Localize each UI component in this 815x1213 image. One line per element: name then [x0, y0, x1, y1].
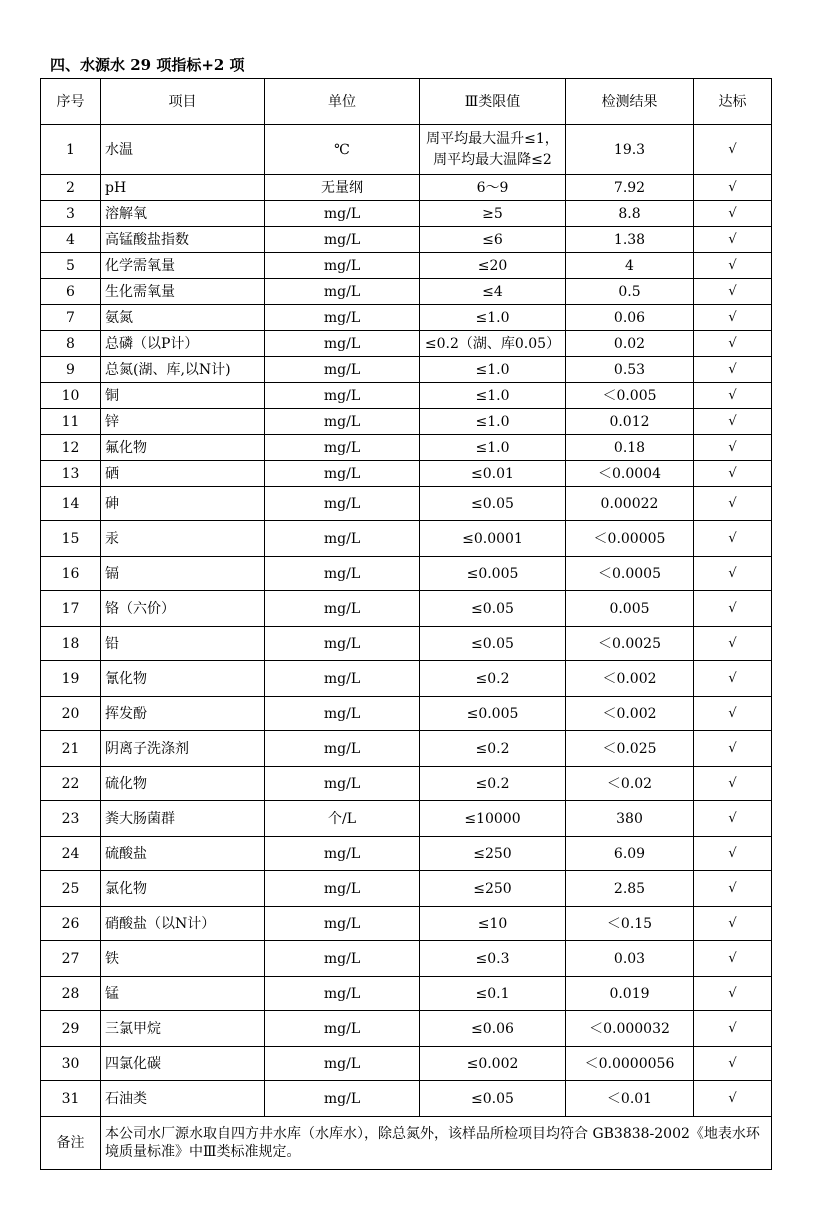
table-row	[41, 661, 772, 697]
remark-row	[41, 1117, 772, 1170]
row-pass	[694, 731, 772, 767]
table-row	[41, 1081, 772, 1117]
checkmark-icon: √	[728, 142, 737, 157]
row-limit: ≤1.0	[420, 357, 566, 383]
row-result: ＜0.02	[566, 767, 694, 801]
row-result: 4	[566, 253, 694, 279]
row-pass	[694, 871, 772, 907]
checkmark-icon: √	[728, 986, 737, 1001]
row-unit: mg/L	[265, 1081, 420, 1117]
row-limit: ≤250	[420, 871, 566, 907]
row-result: 19.3	[566, 125, 694, 175]
table-row	[41, 941, 772, 977]
table-row	[41, 557, 772, 591]
row-result: 0.03	[566, 941, 694, 977]
row-item: 粪大肠菌群	[101, 801, 265, 837]
row-pass	[694, 279, 772, 305]
row-no: 5	[41, 253, 101, 279]
row-limit: ≤0.2（湖、库0.05）	[420, 331, 566, 357]
table-row	[41, 253, 772, 279]
row-pass	[694, 461, 772, 487]
row-result: ＜0.000032	[566, 1011, 694, 1047]
row-no: 9	[41, 357, 101, 383]
row-pass	[694, 837, 772, 871]
header-pass: 达标	[694, 79, 772, 125]
row-result: 8.8	[566, 201, 694, 227]
row-limit: ≤0.1	[420, 977, 566, 1011]
row-result: 380	[566, 801, 694, 837]
row-unit: mg/L	[265, 871, 420, 907]
row-result: ＜0.002	[566, 661, 694, 697]
row-pass	[694, 661, 772, 697]
checkmark-icon: √	[728, 440, 737, 455]
row-pass	[694, 941, 772, 977]
row-result: 0.18	[566, 435, 694, 461]
row-pass	[694, 1011, 772, 1047]
table-row	[41, 591, 772, 627]
row-item: 挥发酚	[101, 697, 265, 731]
row-unit: 个/L	[265, 801, 420, 837]
row-unit: mg/L	[265, 279, 420, 305]
row-item: 阴离子洗涤剂	[101, 731, 265, 767]
row-no: 12	[41, 435, 101, 461]
row-limit: ≥5	[420, 201, 566, 227]
row-result: ＜0.15	[566, 907, 694, 941]
row-pass	[694, 907, 772, 941]
row-pass	[694, 1081, 772, 1117]
checkmark-icon: √	[728, 811, 737, 826]
row-unit: mg/L	[265, 201, 420, 227]
row-pass	[694, 125, 772, 175]
row-pass	[694, 201, 772, 227]
row-result: ＜0.002	[566, 697, 694, 731]
row-item: 石油类	[101, 1081, 265, 1117]
row-no: 10	[41, 383, 101, 409]
row-no: 22	[41, 767, 101, 801]
checkmark-icon: √	[728, 496, 737, 511]
row-result: ＜0.025	[566, 731, 694, 767]
row-no: 24	[41, 837, 101, 871]
row-unit: mg/L	[265, 521, 420, 557]
row-limit: ≤0.05	[420, 487, 566, 521]
row-unit: mg/L	[265, 253, 420, 279]
row-pass	[694, 383, 772, 409]
header-item: 项目	[101, 79, 265, 125]
row-limit: ≤0.3	[420, 941, 566, 977]
row-no: 6	[41, 279, 101, 305]
row-item: 锰	[101, 977, 265, 1011]
row-item: 溶解氧	[101, 201, 265, 227]
row-unit: mg/L	[265, 331, 420, 357]
checkmark-icon: √	[728, 284, 737, 299]
row-unit: mg/L	[265, 305, 420, 331]
table-row	[41, 731, 772, 767]
row-item: 水温	[101, 125, 265, 175]
row-limit: ≤0.0001	[420, 521, 566, 557]
table-row	[41, 357, 772, 383]
row-result: 0.53	[566, 357, 694, 383]
row-result: 0.012	[566, 409, 694, 435]
checkmark-icon: √	[728, 1056, 737, 1071]
row-item: 硝酸盐（以N计）	[101, 907, 265, 941]
row-item: 硒	[101, 461, 265, 487]
table-row	[41, 461, 772, 487]
remark-text: 本公司水厂源水取自四方井水库（水库水），除总氮外，该样品所检项目均符合 GB3838-2002《地表水环境质量标准》中Ⅲ类标准规定。	[101, 1117, 772, 1170]
table-row	[41, 125, 772, 175]
row-result: 0.00022	[566, 487, 694, 521]
table-row	[41, 409, 772, 435]
row-unit: mg/L	[265, 941, 420, 977]
table-row	[41, 279, 772, 305]
row-item: 锌	[101, 409, 265, 435]
row-limit: ≤0.05	[420, 1081, 566, 1117]
checkmark-icon: √	[728, 206, 737, 221]
table-row	[41, 977, 772, 1011]
row-pass	[694, 253, 772, 279]
row-item: 铬（六价）	[101, 591, 265, 627]
checkmark-icon: √	[728, 310, 737, 325]
row-pass	[694, 521, 772, 557]
row-result: ＜0.0004	[566, 461, 694, 487]
row-limit: ≤4	[420, 279, 566, 305]
row-result: ＜0.0000056	[566, 1047, 694, 1081]
row-unit: mg/L	[265, 461, 420, 487]
row-unit: mg/L	[265, 487, 420, 521]
row-item: 总磷（以P计）	[101, 331, 265, 357]
row-result: 0.02	[566, 331, 694, 357]
row-result: ＜0.00005	[566, 521, 694, 557]
row-pass	[694, 977, 772, 1011]
row-limit: ≤1.0	[420, 409, 566, 435]
checkmark-icon: √	[728, 881, 737, 896]
row-limit	[420, 125, 566, 175]
row-no: 8	[41, 331, 101, 357]
row-no: 15	[41, 521, 101, 557]
table-header-row	[41, 79, 772, 125]
row-item: 四氯化碳	[101, 1047, 265, 1081]
table-row	[41, 435, 772, 461]
row-item: 铁	[101, 941, 265, 977]
row-unit: mg/L	[265, 227, 420, 253]
row-result: 0.5	[566, 279, 694, 305]
row-result: ＜0.005	[566, 383, 694, 409]
checkmark-icon: √	[728, 601, 737, 616]
row-no: 16	[41, 557, 101, 591]
checkmark-icon: √	[728, 566, 737, 581]
row-no: 7	[41, 305, 101, 331]
table-row	[41, 305, 772, 331]
checkmark-icon: √	[728, 1091, 737, 1106]
row-no: 19	[41, 661, 101, 697]
row-limit: ≤0.2	[420, 767, 566, 801]
row-pass	[694, 697, 772, 731]
row-item: 汞	[101, 521, 265, 557]
row-pass	[694, 1047, 772, 1081]
table-row	[41, 837, 772, 871]
row-no: 30	[41, 1047, 101, 1081]
row-unit: mg/L	[265, 383, 420, 409]
row-result: 0.06	[566, 305, 694, 331]
row-no: 23	[41, 801, 101, 837]
row-item: 镉	[101, 557, 265, 591]
row-limit: ≤6	[420, 227, 566, 253]
row-limit: ≤0.002	[420, 1047, 566, 1081]
table-row	[41, 201, 772, 227]
checkmark-icon: √	[728, 741, 737, 756]
checkmark-icon: √	[728, 336, 737, 351]
table-body	[41, 125, 772, 1117]
checkmark-icon: √	[728, 846, 737, 861]
table-row	[41, 767, 772, 801]
row-limit-line: 周平均最大温降≤2	[433, 151, 552, 168]
table-row	[41, 907, 772, 941]
row-item: 氰化物	[101, 661, 265, 697]
table-row	[41, 871, 772, 907]
row-unit: mg/L	[265, 409, 420, 435]
row-result: ＜0.0025	[566, 627, 694, 661]
header-no: 序号	[41, 79, 101, 125]
row-result: 7.92	[566, 175, 694, 201]
checkmark-icon: √	[728, 466, 737, 481]
row-limit: ≤0.05	[420, 591, 566, 627]
row-unit: mg/L	[265, 661, 420, 697]
row-item: 总氮(湖、库,以N计)	[101, 357, 265, 383]
row-no: 18	[41, 627, 101, 661]
row-no: 25	[41, 871, 101, 907]
checkmark-icon: √	[728, 258, 737, 273]
checkmark-icon: √	[728, 232, 737, 247]
table-row	[41, 801, 772, 837]
row-no: 2	[41, 175, 101, 201]
row-result: ＜0.0005	[566, 557, 694, 591]
row-result: 2.85	[566, 871, 694, 907]
row-no: 31	[41, 1081, 101, 1117]
row-unit: mg/L	[265, 837, 420, 871]
row-no: 27	[41, 941, 101, 977]
table-row	[41, 487, 772, 521]
checkmark-icon: √	[728, 531, 737, 546]
row-pass	[694, 175, 772, 201]
row-pass	[694, 627, 772, 661]
header-result: 检测结果	[566, 79, 694, 125]
row-limit-line: 周平均最大温升≤1，	[426, 130, 559, 147]
row-unit: ℃	[265, 125, 420, 175]
row-limit: ≤1.0	[420, 435, 566, 461]
table-row	[41, 627, 772, 661]
row-item: 铅	[101, 627, 265, 661]
row-no: 14	[41, 487, 101, 521]
checkmark-icon: √	[728, 951, 737, 966]
checkmark-icon: √	[728, 414, 737, 429]
row-pass	[694, 801, 772, 837]
checkmark-icon: √	[728, 1021, 737, 1036]
table-row	[41, 521, 772, 557]
row-limit: ≤10	[420, 907, 566, 941]
row-unit: mg/L	[265, 627, 420, 661]
row-unit: mg/L	[265, 977, 420, 1011]
row-result: 1.38	[566, 227, 694, 253]
row-item: 硫化物	[101, 767, 265, 801]
row-pass	[694, 305, 772, 331]
row-pass	[694, 227, 772, 253]
row-unit: mg/L	[265, 767, 420, 801]
row-pass	[694, 557, 772, 591]
checkmark-icon: √	[728, 180, 737, 195]
row-no: 13	[41, 461, 101, 487]
row-unit: mg/L	[265, 731, 420, 767]
row-limit: ≤1.0	[420, 383, 566, 409]
water-quality-table	[40, 78, 772, 1170]
row-limit: ≤0.005	[420, 697, 566, 731]
table-row	[41, 697, 772, 731]
row-limit: 6～9	[420, 175, 566, 201]
row-pass	[694, 435, 772, 461]
row-unit: mg/L	[265, 591, 420, 627]
checkmark-icon: √	[728, 916, 737, 931]
table-row	[41, 383, 772, 409]
row-limit: ≤10000	[420, 801, 566, 837]
table-row	[41, 331, 772, 357]
row-result: 6.09	[566, 837, 694, 871]
row-item: 三氯甲烷	[101, 1011, 265, 1047]
row-item: 氨氮	[101, 305, 265, 331]
row-result: ＜0.01	[566, 1081, 694, 1117]
table-row	[41, 175, 772, 201]
row-pass	[694, 591, 772, 627]
header-unit: 单位	[265, 79, 420, 125]
row-item: 氯化物	[101, 871, 265, 907]
row-pass	[694, 767, 772, 801]
row-unit: mg/L	[265, 697, 420, 731]
table-row	[41, 1011, 772, 1047]
row-pass	[694, 357, 772, 383]
checkmark-icon: √	[728, 776, 737, 791]
row-limit: ≤0.005	[420, 557, 566, 591]
checkmark-icon: √	[728, 362, 737, 377]
row-no: 4	[41, 227, 101, 253]
checkmark-icon: √	[728, 706, 737, 721]
row-limit: ≤20	[420, 253, 566, 279]
row-no: 20	[41, 697, 101, 731]
row-pass	[694, 331, 772, 357]
row-item: 砷	[101, 487, 265, 521]
header-limit: Ⅲ类限值	[420, 79, 566, 125]
row-no: 17	[41, 591, 101, 627]
row-item: 高锰酸盐指数	[101, 227, 265, 253]
row-no: 26	[41, 907, 101, 941]
row-limit: ≤0.2	[420, 661, 566, 697]
row-no: 1	[41, 125, 101, 175]
checkmark-icon: √	[728, 388, 737, 403]
row-item: 铜	[101, 383, 265, 409]
row-unit: mg/L	[265, 907, 420, 941]
row-result: 0.005	[566, 591, 694, 627]
table-row	[41, 1047, 772, 1081]
row-pass	[694, 487, 772, 521]
row-no: 29	[41, 1011, 101, 1047]
row-limit: ≤250	[420, 837, 566, 871]
row-limit: ≤0.01	[420, 461, 566, 487]
row-item: 生化需氧量	[101, 279, 265, 305]
row-unit: mg/L	[265, 1047, 420, 1081]
checkmark-icon: √	[728, 671, 737, 686]
row-unit: 无量纲	[265, 175, 420, 201]
remark-label: 备注	[41, 1117, 101, 1170]
row-item: pH	[101, 175, 265, 201]
row-limit: ≤0.06	[420, 1011, 566, 1047]
row-unit: mg/L	[265, 557, 420, 591]
row-no: 3	[41, 201, 101, 227]
row-unit: mg/L	[265, 357, 420, 383]
row-item: 氟化物	[101, 435, 265, 461]
row-unit: mg/L	[265, 435, 420, 461]
row-no: 11	[41, 409, 101, 435]
row-unit: mg/L	[265, 1011, 420, 1047]
row-limit: ≤0.2	[420, 731, 566, 767]
row-item: 化学需氧量	[101, 253, 265, 279]
checkmark-icon: √	[728, 636, 737, 651]
row-limit: ≤0.05	[420, 627, 566, 661]
section-heading: 四、水源水 29 项指标+2 项	[50, 56, 245, 74]
row-result: 0.019	[566, 977, 694, 1011]
table-row	[41, 227, 772, 253]
row-no: 21	[41, 731, 101, 767]
row-limit: ≤1.0	[420, 305, 566, 331]
row-no: 28	[41, 977, 101, 1011]
row-item: 硫酸盐	[101, 837, 265, 871]
row-pass	[694, 409, 772, 435]
